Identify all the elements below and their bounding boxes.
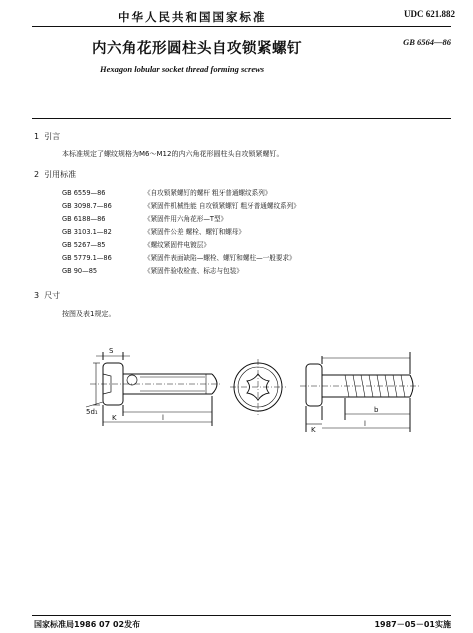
section-title: 尺寸 [44,291,61,300]
reference-title: 《自攻锁紧螺钉的螺杆 粗牙普通螺纹系列》 [144,189,272,197]
reference-title: 《螺纹紧固件电镀层》 [144,241,210,249]
label-k-right: K [311,426,316,434]
document-title-english: Hexagon lobular socket thread forming screws [100,64,265,74]
section-1-text: 本标准规定了螺纹规格为M6～M12的内六角花形圆柱头自攻锁紧螺钉。 [62,150,284,158]
label-l-left: l [162,414,164,422]
section-number: 3 [34,291,40,300]
right-view-screw [300,352,420,432]
standard-body-heading: 中华人民共和国国家标准 [118,10,267,24]
section-3-text: 按图及表1规定。 [62,310,116,318]
effective-date: 1987－05－01实施 [374,620,451,629]
end-view-socket [230,359,286,415]
section-title: 引言 [44,132,61,141]
reference-code: GB 5267—85 [62,241,106,249]
reference-title: 《紧固件验收检查、标志与包装》 [144,267,243,275]
reference-title: 《紧固件用六角花形—T型》 [144,215,228,223]
issue-date: 国家标准局1986 07 02发布 [34,620,141,629]
reference-code: GB 3103.1—82 [62,228,112,236]
reference-code: GB 6559—86 [62,189,106,197]
label-5d1: 5d₁ [86,408,98,416]
section-title: 引用标准 [44,170,77,179]
label-b-right: b [374,406,379,414]
reference-title: 《紧固件公差 螺栓、螺钉和螺母》 [144,228,246,236]
left-view-screw [86,352,222,426]
reference-title: 《紧固件表面缺陷—螺栓、螺钉和螺柱—一般要求》 [144,254,296,262]
gb-number: GB 6564—86 [403,37,451,47]
reference-code: GB 6188—86 [62,215,106,223]
document-title: 内六角花形圆柱头自攻锁紧螺钉 [92,41,302,57]
reference-code: GB 5779.1—86 [62,254,112,262]
footer-rule [32,615,451,616]
reference-code: GB 90—85 [62,267,98,275]
label-k-left: K [112,414,117,422]
reference-title: 《紧固件机械性能 自攻锁紧螺钉 粗牙普通螺纹系列》 [144,202,300,210]
label-l-right: l [364,420,366,428]
reference-code: GB 3098.7—86 [62,202,112,210]
section-number: 2 [34,170,40,179]
section-number: 1 [34,132,40,141]
udc-number: UDC 621.882 [404,9,455,19]
label-s-left: S [109,347,114,355]
